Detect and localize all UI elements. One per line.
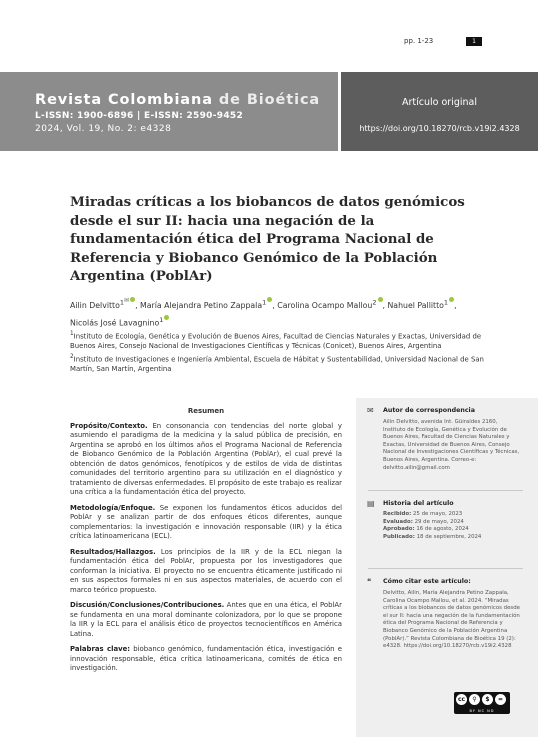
section-label: Metodología/Enfoque.: [70, 503, 156, 512]
author-affiliation-mark: 1: [119, 298, 125, 307]
divider: [368, 490, 523, 491]
abstract: [70, 407, 342, 680]
noncommercial-icon: $: [482, 694, 493, 705]
history-item: [383, 534, 521, 542]
history-heading: Historia del artículo: [383, 500, 454, 507]
mail-icon[interactable]: ✉: [124, 297, 130, 304]
section-text: En consonancia con tendencias del norte global y asumiendo el paradigma de la medicina y la salud pública de precisión, en Argentina se aprobó en los últimos años el Programa Nacional de Referencia de Biobanco Genómico de la Población Argentina (PoblAr), el cual prevé la obtención de datos genómicos, fenotípicos y de estilos de vida de distintas comunidades del territorio argentino para su utilización en el diagnóstico y tratamiento de diversas enfermedades. El propósito de este trabajo es realizar una crítica a la fundamentación ética del proyecto.: [70, 421, 343, 496]
affiliation-text: Instituto de Ecología, Genética y Evolución de Buenos Aires, Facultad de Ciencias Naturales y Exactas, Universidad de Buenos Aires, Consejo Nacional de Investigaciones Científicas y Técnicas (Conicet), Buenos Aires, Argentina: [70, 332, 482, 350]
quote-icon: ❝: [367, 577, 372, 586]
cite-heading: Cómo citar este artículo:: [383, 578, 471, 585]
author-name[interactable]: Nahuel Pallitto: [387, 301, 444, 310]
keywords: [70, 645, 342, 674]
noderivatives-icon: =: [495, 694, 506, 705]
page-number: 1: [466, 37, 482, 46]
abstract-section: [70, 422, 342, 498]
author-name[interactable]: Carolina Ocampo Mallou: [277, 301, 373, 310]
author-affiliation-mark: 1: [443, 298, 449, 307]
history-date: 18 de septiembre, 2024: [416, 533, 482, 540]
history-date: 29 de mayo, 2024: [414, 518, 464, 525]
author-list: Ailin Delvitto$^{1✉}$, María Alejandra Petino Zappala$^1$ , Carolina Ocampo Mallou$^2$ , Nahuel Pallitto$^1$ , Nicolás José Lavagnino$^1$: [70, 297, 457, 328]
affiliation-1: $^1$Instituto de Ecología, Genética y Evolución de Buenos Aires, Facultad de Ciencias Naturales y Exactas, Universidad de Buenos Aires, Consejo Nacional de Investigaciones Científicas y Técnicas (Conicet), Buenos Aires, Argentina: [70, 331, 482, 350]
history-date: 16 de agosto, 2024: [416, 526, 469, 533]
journal-name-main: Revista Colombiana: [35, 92, 213, 108]
creative-commons-license-icon[interactable]: [454, 692, 510, 714]
affiliation-text: Instituto de Investigaciones e Ingeniería Ambiental, Escuela de Hábitat y Sustentabilidad, Universidad Nacional de San Martín, San Martín, Argentina: [70, 355, 484, 373]
orcid-icon[interactable]: [164, 315, 169, 320]
orcid-icon[interactable]: [449, 297, 454, 302]
keywords-label: Palabras clave:: [70, 645, 131, 653]
calendar-icon: ▤: [367, 499, 375, 508]
article-title: Miradas críticas a los biobancos de datos genómicos desde el sur II: hacia una negación de la fundamentación ética del Programa Nacional de Referencia y Biobanco Genómico de la Población Argentina (PoblAr): [70, 194, 465, 285]
author-affiliation-mark: 1: [262, 298, 267, 307]
section-text: Los principios de la IIR y de la ECL niegan la fundamentación ética del PoblAr, propuesta por los investigadores que conforman la iniciativa. El proyecto no se encuentra éticamente justificado ni en sus aspectos formales ni en sus aspectos materiales, de acuerdo con el marco teórico propuesto.: [70, 547, 342, 594]
author-affiliation-mark: 2: [372, 298, 377, 307]
abstract-section: [70, 548, 342, 596]
section-text: Antes que en una ética, el PoblAr se fundamenta en una moral dominante colonizadora, por lo que se propone la IIR y la ECL para el análisis ético de proyectos tecnocientíficos en América Latina.: [70, 601, 342, 638]
author-name[interactable]: Ailin Delvitto: [70, 301, 120, 310]
author-affiliation-mark: 1: [159, 316, 164, 324]
history-label: Evaluado:: [383, 518, 413, 525]
divider: [368, 568, 523, 569]
orcid-icon[interactable]: [267, 297, 272, 302]
history-item: [383, 526, 521, 534]
abstract-heading: Resumen: [187, 407, 225, 415]
section-label: Resultados/Hallazgos.: [70, 547, 156, 556]
article-type: Artículo original: [402, 97, 477, 108]
history-label: Recibido:: [383, 511, 412, 517]
history-list: [383, 511, 521, 541]
section-label: Discusión/Conclusiones/Contribuciones.: [70, 601, 225, 609]
abstract-section: [70, 504, 342, 542]
page-range: pp. 1-23: [404, 37, 434, 45]
correspondence-text: Ailin Delvitto, avenida Int. Güiraldes 2160, Instituto de Ecología, Genética y Evolución de Buenos Aires, Facultad de Ciencias Naturales y Exactas, Universidad de Buenos Aires, Consejo Nacional de Investigaciones Científicas y Técnicas, Buenos Aires, Argentina. Correo-e: delvitto.ailin@gmail.com: [383, 419, 520, 471]
history-item: [383, 511, 521, 519]
cc-icon: cc: [457, 696, 466, 703]
history-item: [383, 519, 521, 527]
cite-text: Delvitto, Ailin, María Alejandra Petino Zappala, Carolina Ocampo Mallou, et al. 2024. “Miradas críticas a los biobancos de datos genómicos desde el sur II: hacia una negación de la fundamentación ética del Programa Nacional de Referencia y Biobanco Genómico de la Población Argentina (PoblAr).” Revista Colombiana de Bioética 19 (2): e4328. https://doi.org/10.18270/rcb.v19i2.4328: [383, 590, 520, 650]
section-label: Propósito/Contexto.: [70, 421, 148, 430]
history-date: 25 de mayo, 2023: [413, 511, 463, 517]
section-text: Se exponen los fundamentos éticos aducidos del PoblAr y se analizan partir de dos enfoques éticos diferentes, aunque complementarios: la investigación e innovación responsable (IIR) y la ética crítica latinoamericana (ECL).: [70, 503, 342, 540]
author-name[interactable]: María Alejandra Petino Zappala: [140, 301, 263, 310]
journal-name-accent: de Bioética: [218, 92, 321, 108]
orcid-icon[interactable]: [378, 297, 383, 302]
history-label: Aprobado:: [383, 526, 415, 533]
doi-link[interactable]: https://doi.org/10.18270/rcb.v19i2.4328: [359, 124, 520, 133]
journal-name: [35, 92, 320, 108]
attribution-icon: ⚲: [469, 694, 480, 705]
volume-info: 2024, Vol. 19, No. 2: e4328: [35, 124, 172, 134]
keywords-text: biobanco genómico, fundamentación ética, investigación e innovación responsable, ética crítica latinoamericana, comités de ética en investigación.: [70, 645, 342, 672]
correspondence-heading: Autor de correspondencia: [383, 407, 475, 414]
mail-icon: ✉: [367, 406, 374, 415]
issn: L-ISSN: 1900-6896 | E-ISSN: 2590-9452: [35, 111, 244, 121]
author-name[interactable]: Nicolás José Lavagnino: [70, 318, 160, 328]
article-type-banner: [341, 72, 538, 151]
license-label: BY NC ND: [469, 709, 495, 713]
history-label: Publicado:: [383, 533, 415, 540]
abstract-section: [70, 601, 342, 639]
orcid-icon[interactable]: [130, 297, 135, 302]
affiliation-2: $^2$Instituto de Investigaciones e Ingeniería Ambiental, Escuela de Hábitat y Sustentabilidad, Universidad Nacional de San Martín, San Martín, Argentina: [70, 354, 484, 373]
